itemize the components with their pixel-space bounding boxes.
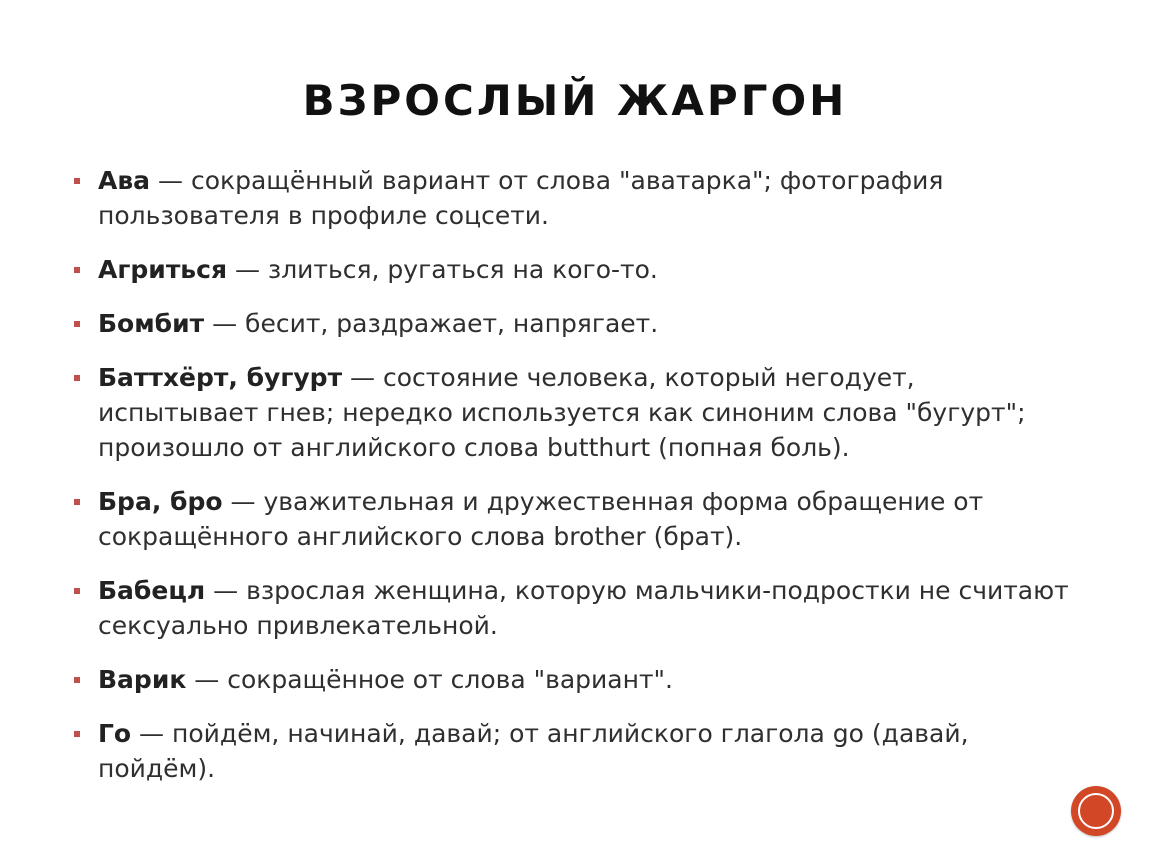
list-item [72, 360, 1082, 465]
circle-logo-icon [1071, 786, 1121, 836]
definition: злиться, ругаться на кого-то. [267, 255, 658, 284]
logo-ring [1078, 793, 1114, 829]
term: Бомбит [98, 309, 205, 338]
definition: бесит, раздражает, напрягает. [245, 309, 659, 338]
bullet-icon [74, 267, 80, 273]
definition: пойдём, начинай, давай; от английского глагола go (давай, пойдём). [98, 719, 969, 783]
list-item [72, 662, 1082, 697]
term: Ава [98, 166, 151, 195]
term: Бабецл [98, 576, 206, 605]
definition: сокращённый вариант от слова "аватарка"; фотография пользователя в профиле соцсети. [98, 166, 944, 230]
separator: — [222, 487, 264, 516]
list-item [72, 716, 1082, 786]
separator: — [131, 719, 173, 748]
slide-title: ВЗРОСЛЫЙ ЖАРГОН [302, 76, 848, 125]
term: Бра, бро [98, 487, 223, 516]
bullet-icon [74, 178, 80, 184]
bullet-icon [74, 321, 80, 327]
definition: уважительная и дружественная форма обращение от сокращённого английского слова brother (брат). [98, 487, 984, 551]
separator: — [342, 363, 383, 392]
term: Го [98, 719, 132, 748]
bullet-icon [74, 677, 80, 683]
bullet-icon [74, 499, 80, 505]
bullet-icon [74, 375, 80, 381]
list-item [72, 252, 1082, 287]
bullet-icon [74, 731, 80, 737]
term: Варик [98, 665, 187, 694]
term: Агриться [98, 255, 227, 284]
separator: — [150, 166, 191, 195]
separator: — [204, 309, 246, 338]
separator: — [186, 665, 228, 694]
bullet-icon [74, 588, 80, 594]
list-item [72, 163, 1082, 233]
list-item [72, 306, 1082, 341]
slang-list [72, 163, 1082, 805]
list-item [72, 484, 1082, 554]
separator: — [205, 576, 247, 605]
definition: состояние человека, который негодует, испытывает гнев; нередко используется как синоним слова "бугурт"; произошло от английского слова butthurt (попная боль). [98, 363, 1026, 462]
term: Баттхёрт, бугурт [98, 363, 343, 392]
definition: взрослая женщина, которую мальчики-подростки не считают сексуально привлекательной. [98, 576, 1069, 640]
definition: сокращённое от слова "вариант". [227, 665, 673, 694]
separator: — [227, 255, 268, 284]
list-item [72, 573, 1082, 643]
